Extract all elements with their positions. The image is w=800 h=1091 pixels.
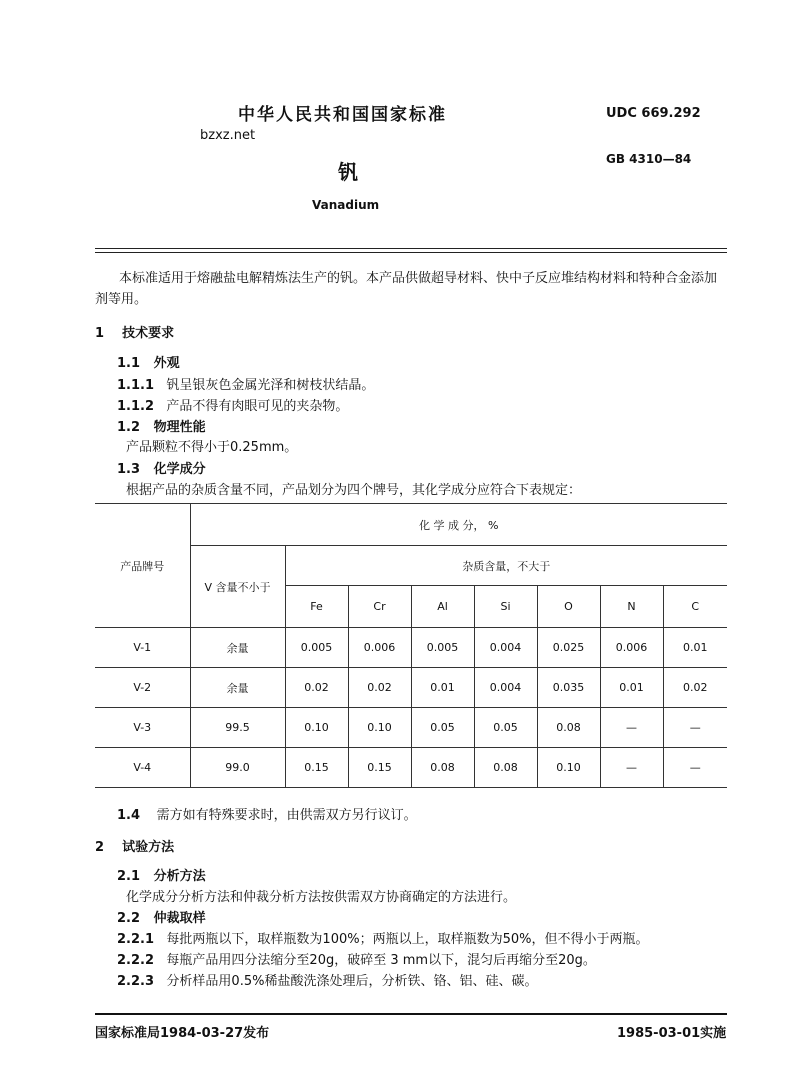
table-row <box>95 628 727 668</box>
clause-text: 每批两瓶以下，取样瓶数为100%；两瓶以上，取样瓶数为50%，但不得小于两瓶。 <box>166 932 649 947</box>
impurity-cell: 0.15 <box>285 748 348 788</box>
v-content-cell: 余量 <box>190 628 285 668</box>
impurity-cell: 0.08 <box>474 748 537 788</box>
impurity-cell: 0.006 <box>600 628 663 668</box>
impurity-cell: 0.004 <box>474 668 537 708</box>
section-number: 1.1 <box>117 356 141 371</box>
header-rule-bottom <box>95 252 727 253</box>
table-row <box>95 668 727 708</box>
footer-rule <box>95 1013 727 1015</box>
element-header-si: Si <box>474 586 537 628</box>
grade-cell: V-2 <box>95 668 190 708</box>
v-content-cell: 99.5 <box>190 708 285 748</box>
footer-effective: 1985-03-01实施 <box>617 1026 727 1041</box>
clause-text: 需方如有特殊要求时，由供需双方另行议订。 <box>156 808 417 823</box>
watermark: bzxz.net <box>200 128 256 143</box>
section-title: 外观 <box>153 356 180 371</box>
impurity-cell: 0.10 <box>285 708 348 748</box>
element-header-n: N <box>600 586 663 628</box>
impurity-cell: 0.01 <box>411 668 474 708</box>
section-2-2-heading <box>117 907 206 926</box>
section-2-1-heading <box>117 865 206 884</box>
section-number: 2 <box>95 840 105 855</box>
impurity-cell: 0.10 <box>348 708 411 748</box>
grade-cell: V-1 <box>95 628 190 668</box>
impurity-cell: 0.02 <box>348 668 411 708</box>
section-1-2-heading <box>117 416 206 435</box>
section-title: 技术要求 <box>122 326 175 341</box>
chemical-composition-table <box>95 503 727 788</box>
section-title: 分析方法 <box>153 869 206 884</box>
impurity-cell: 0.08 <box>411 748 474 788</box>
clause-1-3-text: 根据产品的杂质含量不同，产品划分为四个牌号，其化学成分应符合下表规定： <box>126 483 582 498</box>
section-2-heading <box>95 836 174 855</box>
impurity-cell: — <box>600 748 663 788</box>
clause-text: 分析样品用0.5%稀盐酸洗涤处理后，分析铁、铬、铝、硅、碳。 <box>166 974 538 989</box>
section-title: 化学成分 <box>153 462 206 477</box>
section-1-1-heading <box>117 352 180 371</box>
section-number: 1.2 <box>117 420 141 435</box>
impurity-cell: 0.15 <box>348 748 411 788</box>
header-impurity: 杂质含量，不大于 <box>285 546 727 586</box>
gb-code: GB 4310—84 <box>606 152 692 166</box>
section-number: 2.2 <box>117 911 141 926</box>
impurity-cell: — <box>600 708 663 748</box>
section-title: 仲裁取样 <box>153 911 206 926</box>
impurity-cell: 0.02 <box>663 668 727 708</box>
impurity-cell: 0.05 <box>474 708 537 748</box>
header-rule-top <box>95 248 727 249</box>
document-title-en: Vanadium <box>312 198 380 212</box>
grade-cell: V-3 <box>95 708 190 748</box>
udc-code: UDC 669.292 <box>606 106 701 121</box>
element-header-cr: Cr <box>348 586 411 628</box>
v-content-cell: 99.0 <box>190 748 285 788</box>
clause-text: 钒呈银灰色金属光泽和树枝状结晶。 <box>166 378 375 393</box>
clause-text: 每瓶产品用四分法缩分至20g，破碎至 3 mm以下，混匀后再缩分至20g。 <box>166 953 596 968</box>
section-1-3-heading <box>117 458 206 477</box>
section-1-heading <box>95 322 174 341</box>
impurity-cell: 0.02 <box>285 668 348 708</box>
clause-2-1-text: 化学成分分析方法和仲裁分析方法按供需双方协商确定的方法进行。 <box>126 890 517 905</box>
footer-issued: 国家标准局1984-03-27发布 <box>95 1026 270 1041</box>
element-header-o: O <box>537 586 600 628</box>
element-header-c: C <box>663 586 727 628</box>
section-number: 1.3 <box>117 462 141 477</box>
impurity-cell: 0.025 <box>537 628 600 668</box>
document-title: 钒 <box>338 160 358 184</box>
impurity-cell: 0.01 <box>663 628 727 668</box>
clause-1-2-text: 产品颗粒不得小于0.25mm。 <box>126 440 298 455</box>
clause-1-1-1 <box>117 374 374 393</box>
element-header-fe: Fe <box>285 586 348 628</box>
impurity-cell: 0.01 <box>600 668 663 708</box>
issuing-org: 中华人民共和国国家标准 <box>238 105 447 125</box>
impurity-cell: 0.10 <box>537 748 600 788</box>
clause-number: 1.4 <box>117 808 141 823</box>
clause-text: 产品不得有肉眼可见的夹杂物。 <box>166 399 349 414</box>
impurity-cell: 0.006 <box>348 628 411 668</box>
impurity-cell: 0.08 <box>537 708 600 748</box>
clause-2-2-2 <box>117 949 596 968</box>
clause-number: 2.2.2 <box>117 953 155 968</box>
v-content-cell: 余量 <box>190 668 285 708</box>
table-row <box>95 748 727 788</box>
clause-number: 1.1.2 <box>117 399 155 414</box>
impurity-cell: 0.05 <box>411 708 474 748</box>
section-title: 试验方法 <box>122 840 175 855</box>
impurity-cell: 0.035 <box>537 668 600 708</box>
table-row <box>95 708 727 748</box>
clause-2-2-1 <box>117 928 648 947</box>
grade-cell: V-4 <box>95 748 190 788</box>
impurity-cell: 0.005 <box>411 628 474 668</box>
section-title: 物理性能 <box>153 420 206 435</box>
intro-paragraph: 本标准适用于熔融盐电解精炼法生产的钒。本产品供做超导材料、快中子反应堆结构材料和特种合金添加剂等用。 <box>95 271 718 307</box>
header-grade: 产品牌号 <box>95 504 190 628</box>
clause-1-1-2 <box>117 395 348 414</box>
clause-number: 1.1.1 <box>117 378 155 393</box>
section-number: 1 <box>95 326 105 341</box>
impurity-cell: — <box>663 708 727 748</box>
clause-number: 2.2.1 <box>117 932 155 947</box>
header-composition: 化 学 成 分， % <box>190 504 727 546</box>
impurity-cell: 0.005 <box>285 628 348 668</box>
clause-1-4 <box>117 804 417 823</box>
impurity-cell: — <box>663 748 727 788</box>
clause-number: 2.2.3 <box>117 974 155 989</box>
header-v-content: V 含量不小于 <box>190 546 285 628</box>
clause-2-2-3 <box>117 970 537 989</box>
section-number: 2.1 <box>117 869 141 884</box>
element-header-al: Al <box>411 586 474 628</box>
impurity-cell: 0.004 <box>474 628 537 668</box>
